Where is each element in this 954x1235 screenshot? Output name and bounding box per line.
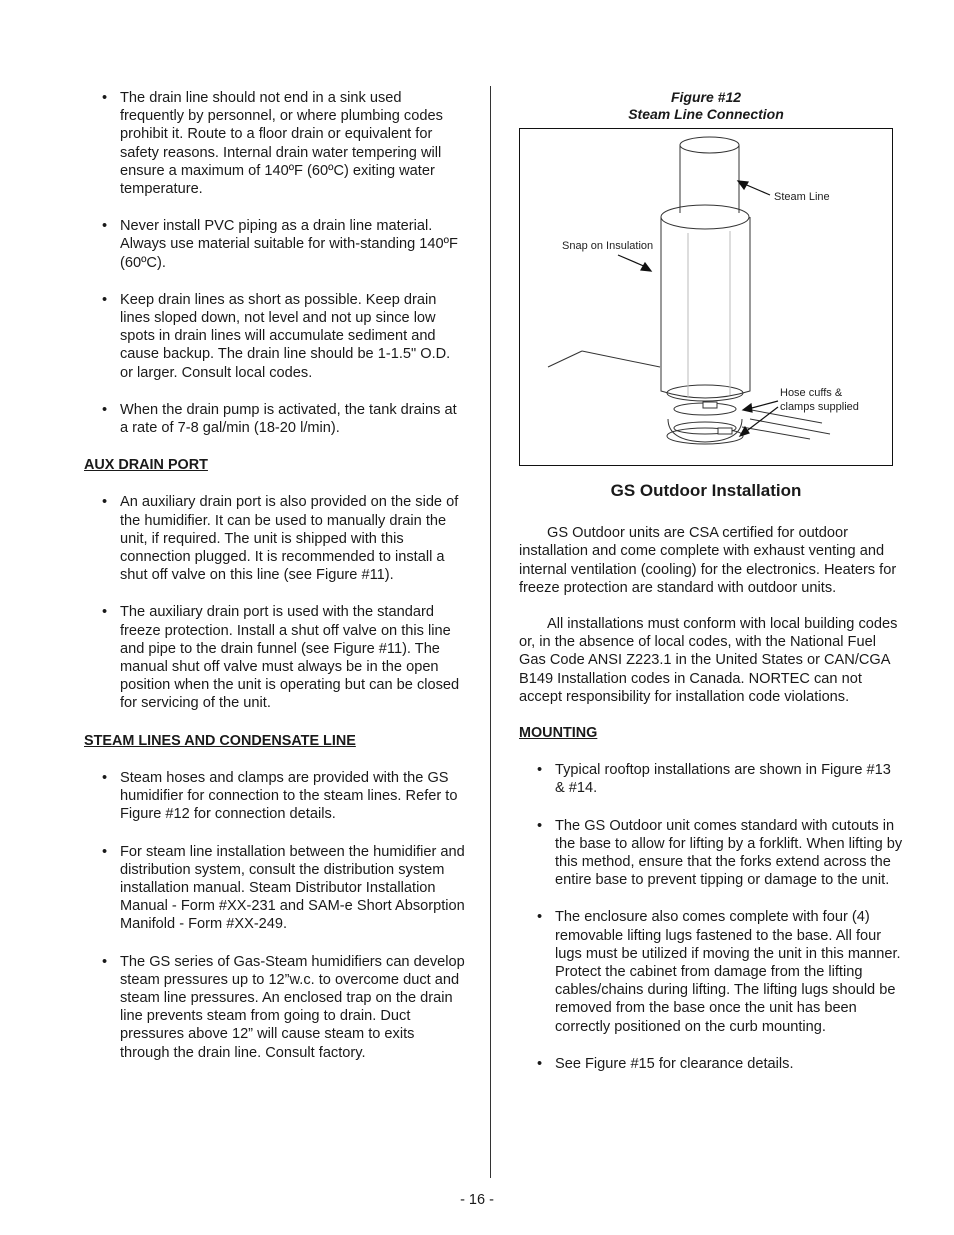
section-title: GS Outdoor Installation — [610, 481, 802, 500]
arrowhead — [743, 404, 752, 412]
insulation-leader — [618, 255, 646, 267]
aux-drain-port-heading: AUX DRAIN PORT — [84, 457, 208, 474]
floor-line — [750, 419, 830, 434]
pipe-top — [680, 137, 739, 153]
bullet-item: • Keep drain lines as short as possible. Keep drain lines sloped down, not level and not up since low spots in drain lines will accumulate sediment and cause backup. The drain line should be 1-1.5" O.D. or larger. Consult local codes. — [84, 291, 466, 382]
column-divider — [490, 86, 491, 1178]
bullet-item: • Typical rooftop installations are shown in Figure #13 & #14. — [519, 761, 904, 797]
bullet-item: • The enclosure also comes complete with four (4) removable lifting lugs fastened to the base. All four lugs must be utilized if moving the unit in this manner. Protect the cabinet from damage from the lifting cables/chains during lifting. The lifting lugs should be removed from the base once the unit has been correctly positioned on the curb mounting. — [519, 908, 904, 1035]
steam-lines-heading: STEAM LINES AND CONDENSATE LINE — [84, 732, 356, 749]
paragraph: GS Outdoor units are CSA certified for outdoor installation and come complete with exhaust venting and internal ventilation (cooling) for the electronics. Heaters for freeze protection are standard with outdoor units. — [519, 525, 897, 596]
left-column — [84, 89, 466, 1081]
mounting-bullets — [519, 761, 904, 1073]
figure-number: Figure #12 — [670, 89, 742, 105]
bullet-item: • For steam line installation between the humidifier and distribution system, consult the distribution system installation manual. Steam Distributor Installation Manual - Form #XX-231 and SAM-e Short Absorption Manifold - Form #XX-249. — [84, 843, 466, 934]
clamp-screw — [703, 402, 717, 408]
bullet-item: • The auxiliary drain port is used with the standard freeze protection. Install a shut off valve on this line and pipe to the drain funnel (see Figure #11). The manual shut off valve must always be in the open position when the unit is operating but can be closed for servicing of the unit. — [84, 603, 466, 712]
bullet-item: • The GS Outdoor unit comes standard with cutouts in the base to allow for lifting by a forklift. When lifting by this method, ensure that the forks extend across the entire base to prevent tipping or damage to the unit. — [519, 817, 904, 890]
hose-leader — [748, 401, 778, 409]
mounting-heading: MOUNTING — [519, 725, 598, 742]
bullet-item: • See Figure #15 for clearance details. — [519, 1055, 904, 1073]
insulation-top — [661, 205, 749, 229]
drain-line-bullets — [84, 89, 466, 437]
clamps-label: clamps supplied — [780, 401, 859, 413]
steam-line-figure — [519, 128, 893, 466]
aux-drain-bullets — [84, 493, 466, 712]
floor-line — [582, 351, 660, 367]
arrowhead — [641, 263, 651, 271]
floor-line — [548, 351, 582, 367]
insulation-body — [661, 217, 750, 398]
bullet-item: • An auxiliary drain port is also provided on the side of the humidifier. It can be used to manually drain the unit, if required. The unit is shipped with this connection plugged. It is recommended to install a shut off valve on this line (see Figure #11). — [84, 493, 466, 584]
bullet-item: • The drain line should not end in a sink used frequently by personnel, or where plumbing codes prohibit it. Route to a floor drain or equivalent for safety reasons. Internal drain water tempering will ensure a maximum of 140ºF (60ºC) exiting water temperature. — [84, 89, 466, 198]
figure-caption — [519, 89, 904, 123]
page-number: - 16 - — [460, 1192, 494, 1208]
insulation-label: Snap on Insulation — [562, 240, 654, 252]
bullet-item: • The GS series of Gas-Steam humidifiers can develop steam pressures up to 12”w.c. to overcome duct and steam line pressures. An enclosed trap on the drain line prevents steam from going to drain. Duct pressures above 12” will cause steam to exits through the drain line. Consult factory. — [84, 953, 466, 1062]
right-column-text — [519, 482, 904, 1092]
hose-cuffs-label: Hose cuffs & — [780, 387, 843, 399]
bullet-item: • Steam hoses and clamps are provided with the GS humidifier for connection to the steam lines. Refer to Figure #12 for connection details. — [84, 769, 466, 824]
hose-cuff — [667, 385, 743, 401]
bullet-item: • Never install PVC piping as a drain line material. Always use material suitable for with-standing 140ºF (60ºC). — [84, 217, 466, 272]
figure-title: Steam Line Connection — [628, 106, 784, 122]
clamp-screw — [718, 428, 732, 434]
steam-pipe-illustration — [520, 129, 892, 465]
bullet-item: • When the drain pump is activated, the tank drains at a rate of 7-8 gal/min (18-20 l/min). — [84, 401, 466, 437]
steam-line-bullets — [84, 769, 466, 1062]
steam-line-label: Steam Line — [774, 191, 830, 203]
paragraph: All installations must conform with local building codes or, in the absence of local codes, with the National Fuel Gas Code ANSI Z223.1 in the United States or CAN/CGA B149 Installation codes in Canada. NORTEC can not accept responsibility for installation code violations. — [519, 616, 898, 705]
